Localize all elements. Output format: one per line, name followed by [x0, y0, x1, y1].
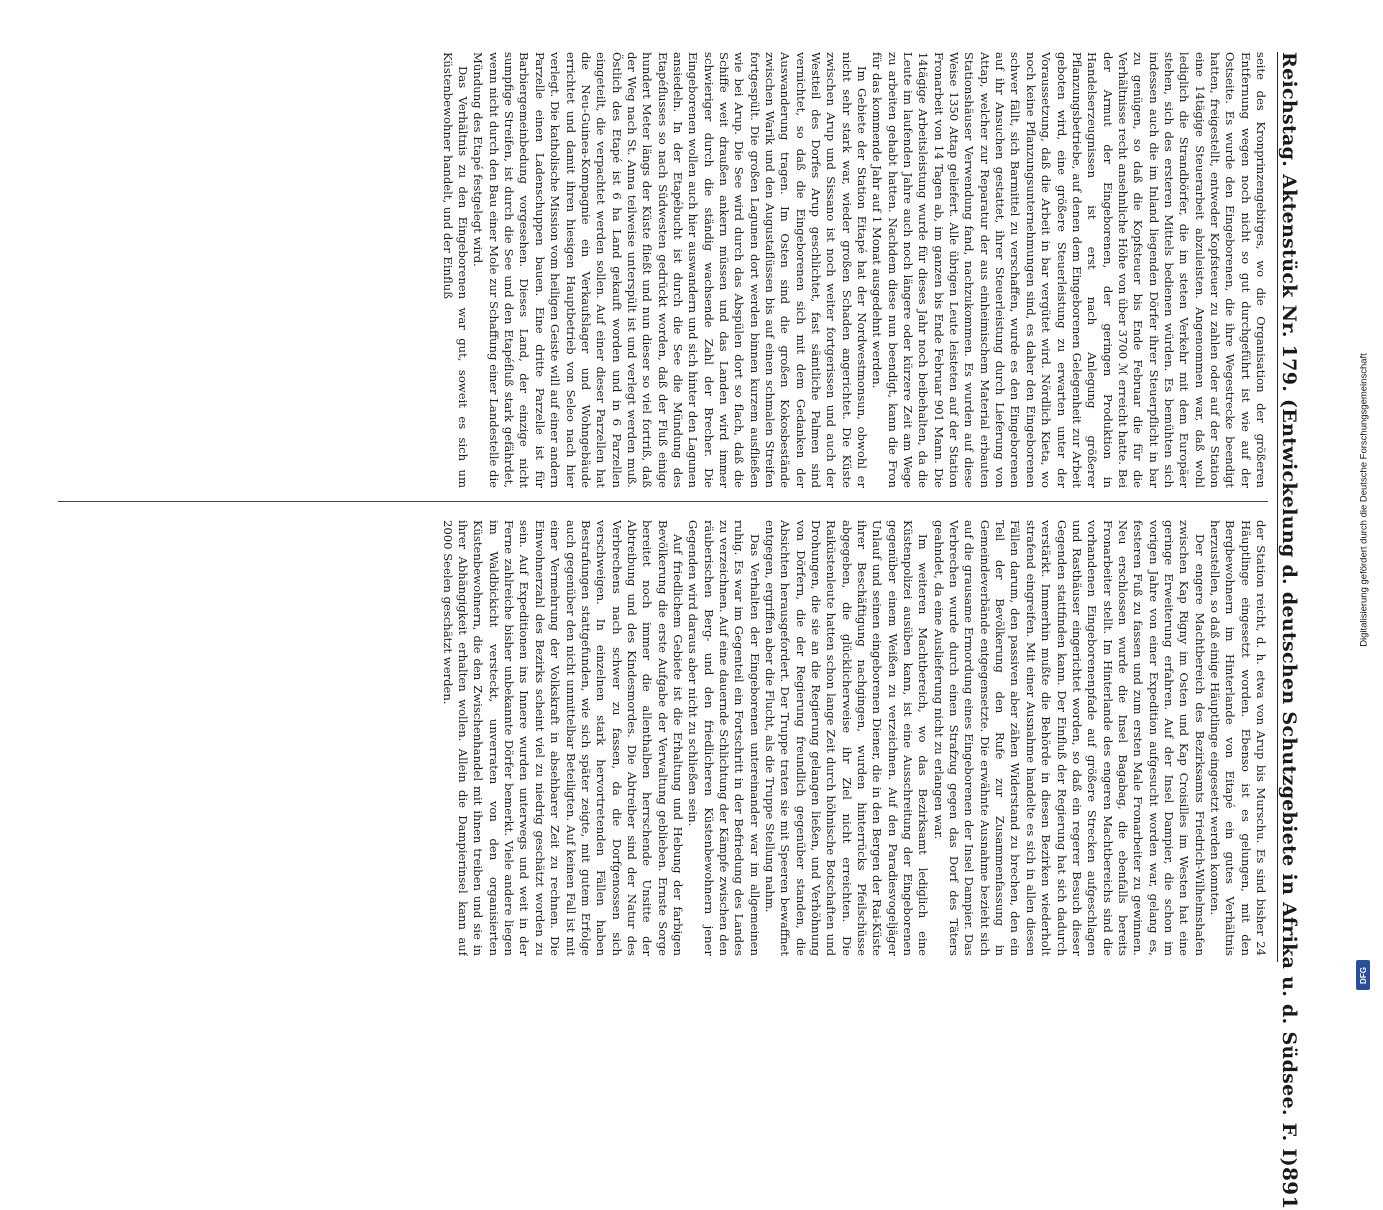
paragraph: Das Verhältnis zu den Eingeborenen war gut, soweit es sich um Küstenbewohner handelt, und der Einfluß: [440, 52, 471, 488]
paragraph: Der engere Machtbereich des Bezirksamts Friedrich-Wilhelmshafen zwischen Kap Rigny im Osten und Kap Croisilles im Westen hat eine geringe Erweiterung erfahren. Auf der Insel Dampier, die schon im vorigen Jahre von einer Expedition aufgesucht worden war, gelang es, festeren Fuß zu fassen und zum ersten Male Fronarbeiter zu gewinnen. Neu erschlossen wurde die Insel Bagabag, die ebenfalls bereits Fronarbeiter stellt. Im Hinterlande des engeren Machtbereichs sind die vorhandenen Eingeborenenpfade auf größere Strecken aufgeschlagen und Rasthäuser eingerichtet worden, so daß ein regerer Besuch dieser Gegenden stattfinden kann. Der Einfluß der Regierung hat sich dadurch verstärkt. Immerhin mußte die Behörde in diesen Bezirken wiederholt strafend eingreifen. Mit einer Ausnahme handelte es sich in allen diesen Fällen darum, den passiven aber zähen Widerstand zu brechen, den ein Teil der Bevölkerung den Rufe zur Zusammenfassung in Gemeindeverbände entgegensetzte. Die erwähnte Ausnahme bezieht sich auf die grausame Ermordung eines Eingeborenen der Insel Dampier. Das Verbrechen wurde durch einen Strafzug gegen das Dorf des Täters geahndet, da eine Auslieferung nicht zu erlangen war.: [931, 520, 1207, 956]
digitization-sidebar: [1346, 0, 1383, 1000]
document-page: [30, 0, 1330, 1210]
paragraph: Im Gebiete der Station Eitapé hat der Nordwestmonsun, obwohl er nicht sehr stark war, wieder großen Schaden angerichtet. Die Küste zwischen Arup und Sissano ist noch weiter fortgerissen und auch der Westteil des Dorfes Arup geschlichtet, fast sämtliche Palmen sind vernichtet, so daß die Eingeborenen sich mit dem Gedanken der Auswanderung tragen. Im Osten sind die großen Kokosbestände zwischen Warik und den Augustaflüssen bis auf einen schmalen Streifen fortgespült. Die großen Lagunen dort werden binnen kurzem ausfließen wie bei Arup. Die See wird durch das Abspülen dort so flach, daß die Schiffe weit draußen ankern müssen und das Landen wird immer schwieriger durch die ständig wachsende Zahl der Brecher. Die Eingeborenen wollen auch hier auswandern und sich hinter den Lagunen ansiedeln. In der Etapébucht ist durch die See die Mündung des Etapéflusses so nach Südwesten gedrückt worden, daß der Fluß einige hundert Meter längs der Küste fließt und nun dieser so viel fortriß, daß der Weg nach St. Anna teilweise unterspült ist und verlegt werden muß. Östlich des Etapé ist 6 ha Land gekauft worden und in 6 Parzellen eingeteilt, die verpachtet werden sollen. Auf einer dieser Parzellen hat die Neu-Guinea-Kompagnie ein Verkaufslager und Wohngebäude errichtet und damit ihren hiesigen Hauptbetrieb von Seleo nach hier verlegt. Die katholische Mission vom heiligen Geiste will auf einer andern Parzelle einen Ladenschuppen bauen. Eine dritte Parzelle ist für Barbiergemeinbedung vorgesehen. Dieses Land, der einzige nicht sumpfige Streifen, ist durch die See und den Etapéfluß stark gefährdet, wenn nicht durch den Bau einer Mole zur Schaffung einer Landestelle die Mündung des Etapé festgelegt wird.: [471, 52, 870, 488]
page-number: 891: [1278, 1166, 1302, 1210]
column-divider: [58, 501, 1268, 502]
dfg-logo-icon: [1356, 960, 1370, 990]
text-column-right: [48, 520, 1268, 956]
paragraph: seite des Kronprinzengebirges, wo die Organisation der größeren Entfernung wegen noch nicht so gut durchgeführt ist wie auf der Ostseite. Es wurde den Eingeborenen, die ihre Wegestrecke beendigt hatten, freigestellt, entweder Kopfsteuer zu zahlen oder auf der Station eine 14tägige Steuerarbeit abzuleisten. Angenommen war, daß wohl lediglich die Strandbörfer, die im steten Verkehr mit dem Europäer stehen, sich des ersteren Mittels bedienen würden. Es bemühten sich indessen auch die im Inland liegenden Dörfer ihrer Steuerpflicht in bar zu genügen, so daß die Kopfsteuer bis Ende Februar die für die Verhältnisse recht ansehnliche Höhe von über 3700 ℳ erreicht hatte. Bei der Armut der Eingeborenen, der geringen Produktion in Handelserzeugnissen ist erst nach Anlegung größerer Pflanzungsbetriebe, auf denen dem Eingeborenen Gelegenheit zur Arbeit geboten wird, eine größere Steuerleistung zu erwarten unter der Voraussetzung, daß die Arbeit in bar vergütet wird. Nördlich Kieta, wo noch keine Pflanzungsunternehmungen sind, es daher den Eingeborenen schwer fällt, sich Barmittel zu verschaffen, wurde es den Eingeborenen auf ihr Ansuchen gestattet, ihrer Steuerleistung durch Lieferung von Attap, welcher zur Reparatur der aus einheimischem Material erbauten Stationshäuser Verwendung fand, nachzukommen. Es wurden auf diese Weise 1350 Attap geliefert. Alle übrigen Leute leisteten auf der Station Fronarbeit von 14 Tagen ab, im ganzen bis Ende Februar 901 Mann. Die 14tägige Arbeitsleistung wurde für dieses Jahr noch beibehalten, da die Leute im laufenden Jahre auch noch längere oder kürzere Zeit am Wege zu arbeiten gehabt hatten. Nachdem diese nun beendigt, kann die Fron für das kommende Jahr auf 1 Monat ausgedehnt werden.: [870, 52, 1268, 488]
logo-text: DFG: [1358, 966, 1368, 984]
header-title: Reichstag. Aktenstück Nr. 179. (Entwickelung d. deutschen Schutzgebiete in Afrika u. d. Südsee. F. I): [1278, 52, 1300, 1167]
paragraph: Auf friedlichem Gebiete ist die Erhaltung und Hebung der farbigen Bevölkerung die erste Aufgabe der Verwaltung geblieben. Ernste Sorge bereitet noch immer die allenthalben herrschende Unsitte der Abtreibung und des Kindesmordes. Die Abtreiber sind der Natur des Verbrechens nach schwer zu fassen, da die Dorfgenossen sich verschweigen. In einzelnen stark hervortretenden Fällen haben Bestrafungen stattgefunden, wie sich später zeigte, mit gutem Erfolge auch gegenüber den nicht unmittelbar Beteiligten. Auf keinen Fall ist mit einer Vermehrung der Volkskraft in absehbarer Zeit zu rechnen. Die Einwohnerzahl des Bezirks scheint viel zu niedrig geschätzt worden zu sein. Auf Expeditionen ins Innere wurden unterwegs und weit in der Ferne zahlreiche bisher unbekannte Dörfer bemerkt. Viele andere liegen im Waldbickicht versteckt, unverraten von den organisierten Küstenbewohnern, die den Zwischenhandel mit ihnen treiben und sie in ihrer Abhängigkeit erhalten wollen. Allein die Dampierinsel kann auf 2000 Seelen geschätzt werden.: [440, 520, 685, 956]
text-column-left: [48, 52, 1268, 488]
paragraph: der Station reicht, d. h. etwa von Arup bis Murschu. Es sind bisher 24 Häuptlinge eingesetzt worden. Ebenso ist es gelungen, mit den Bergbewohnern im Hinterlande von Eitapé ein gutes Verhältnis herzustellen, so daß einige Häuptlinge eingesetzt werden konnten.: [1207, 520, 1268, 956]
funding-notice: Digitalisierung gefördert durch die Deutsche Forschungsgemeinschaft: [1358, 353, 1370, 647]
page-header: [1277, 52, 1312, 1210]
paragraph: Im weiteren Machtbereich, wo das Bezirksamt lediglich eine Küstenpolizei ausüben kann, ist eine Ausschreitung der Eingeborenen gegenüber einem Weißen zu verzeichnen. Auf den Paradiesvogeljäger Unlauf und seinen eingeborenen Diener, die in den Bergen der Rai-Küste ihrer Beschäftigung nachgingen, wurden hinterrücks Pfeilschüsse abgegeben, die glücklicherweise ihr Ziel nicht erreichten. Die Raiküstenleute hatten schon lange Zeit durch höhnische Botschaften und Drohungen, die sie an die Regierung gelangen ließen, und Verhöhnung von Dörfern, die der Regierung freundlich gegenüber standen, die Absichten herausgefordert. Der Truppe traten sie mit Speeren bewaffnet entgegen, ergriffen aber die Flucht, als die Truppe Stellung nahm.: [763, 520, 931, 956]
paragraph: Das Verhalten der Eingeborenen untereinander war im allgemeinen ruhig. Es war im Gegenteil ein Fortschritt in der Befriedung des Landes zu verzeichnen. Auf eine dauernde Schlichtung der Kämpfe zwischen den räuberischen Berg- und den friedlicheren Küstenbewohnern jener Gegenden wird daraus aber nicht zu schließen sein.: [686, 520, 762, 956]
